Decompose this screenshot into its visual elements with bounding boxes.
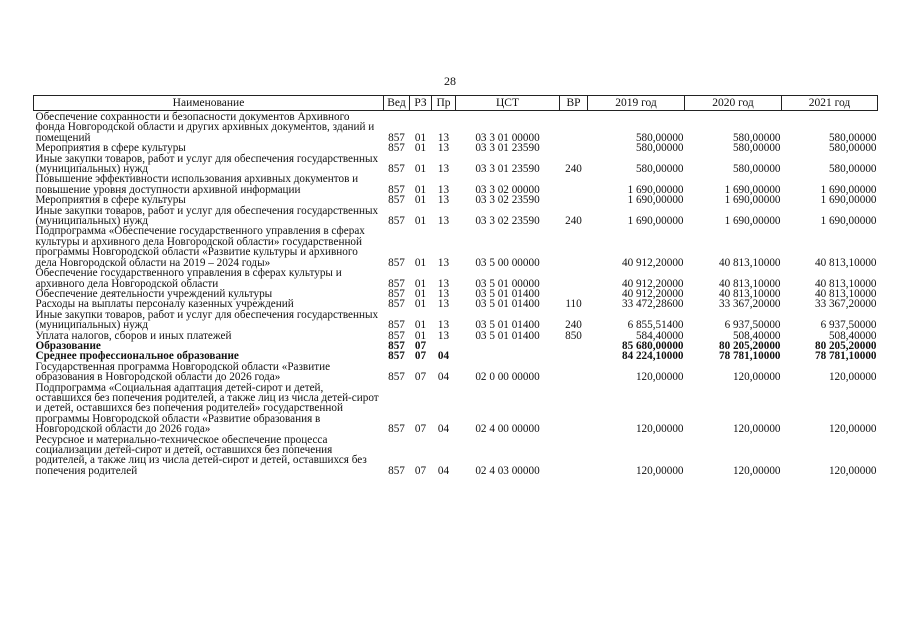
table-row [34, 383, 878, 435]
table-header-row [34, 96, 878, 111]
row-ved: 857 [388, 194, 405, 207]
row-name: Обеспечение деятельности учреждений культуры [35, 287, 273, 300]
row-ved: 857 [388, 319, 405, 332]
row-amount-2019: 40 912,20000 [621, 277, 684, 290]
row-ved: 857 [388, 329, 405, 342]
row-name: Мероприятия в сфере культуры [35, 142, 186, 155]
row-amount-2021: 80 205,20000 [814, 339, 877, 352]
row-rz: 07 [414, 339, 427, 352]
row-amount-2020: 1 690,00000 [724, 194, 781, 207]
row-rz: 01 [414, 287, 427, 300]
row-vr [560, 362, 588, 383]
row-ved: 857 [388, 131, 405, 144]
row-cst: 03 5 01 00000 [475, 277, 540, 290]
row-vr [560, 226, 588, 268]
row-vr [560, 268, 588, 289]
row-cst [456, 341, 560, 351]
row-pr: 13 [437, 277, 450, 290]
row-name: Образование [35, 339, 101, 352]
row-amount-2021: 1 690,00000 [820, 183, 877, 196]
row-rz: 07 [414, 423, 427, 436]
row-amount-2021: 40 813,10000 [814, 256, 877, 269]
row-amount-2020: 580,00000 [732, 163, 781, 176]
row-ved: 857 [388, 277, 405, 290]
column-header-rz: РЗ [410, 96, 432, 111]
row-vr [560, 195, 588, 205]
row-amount-2020: 508,40000 [732, 329, 781, 342]
row-cst: 03 3 01 00000 [475, 131, 540, 144]
budget-table [33, 95, 878, 476]
row-amount-2019: 120,00000 [635, 464, 684, 477]
row-cst: 02 4 03 00000 [475, 464, 540, 477]
row-name: Обеспечение государственного управления в сферах культуры и архивного дела Новгородской области [35, 267, 342, 290]
row-vr [560, 174, 588, 195]
row-amount-2019: 6 855,51400 [627, 319, 684, 332]
row-rz: 01 [414, 194, 427, 207]
row-vr: 240 [565, 319, 582, 332]
row-amount-2021: 120,00000 [828, 423, 877, 436]
table-row [34, 362, 878, 383]
row-ved: 857 [388, 183, 405, 196]
row-amount-2019: 1 690,00000 [627, 183, 684, 196]
row-name: Расходы на выплаты персоналу казенных учреждений [35, 298, 294, 311]
row-amount-2021: 1 690,00000 [820, 194, 877, 207]
row-vr: 110 [565, 298, 582, 311]
row-amount-2021: 580,00000 [828, 131, 877, 144]
row-rz: 07 [414, 350, 427, 363]
row-amount-2019: 584,40000 [635, 329, 684, 342]
row-amount-2019: 580,00000 [635, 142, 684, 155]
column-header-2021: 2021 год [782, 96, 878, 111]
row-amount-2020: 120,00000 [732, 371, 781, 384]
column-header-name: Наименование [34, 96, 384, 111]
row-name: Обеспечение сохранности и безопасности документов Архивного фонда Новгородской области и других архивных документов, зданий и помещений [35, 111, 375, 144]
row-vr [560, 383, 588, 435]
row-cst: 02 0 00 00000 [475, 371, 540, 384]
table-row [34, 174, 878, 195]
row-pr: 13 [437, 194, 450, 207]
row-pr: 13 [437, 298, 450, 311]
row-amount-2020: 40 813,10000 [718, 256, 781, 269]
table-row [34, 111, 878, 144]
table-row [34, 310, 878, 331]
row-ved: 857 [388, 287, 405, 300]
row-amount-2019: 33 472,28600 [621, 298, 684, 311]
column-header-ved: Вед [384, 96, 410, 111]
row-amount-2021: 1 690,00000 [820, 215, 877, 228]
row-cst [456, 351, 560, 361]
row-vr [560, 341, 588, 351]
row-amount-2021: 508,40000 [828, 329, 877, 342]
row-amount-2019: 580,00000 [635, 163, 684, 176]
table-row [34, 206, 878, 227]
row-pr: 13 [437, 256, 450, 269]
row-vr [560, 435, 588, 477]
row-cst: 03 3 02 23590 [475, 215, 540, 228]
row-pr: 13 [437, 319, 450, 332]
row-name: Подпрограмма «Социальная адаптация детей-сирот и детей, оставшихся без попечения родителей, а также лиц из числа детей-сирот и детей, оставшихся без попечения родителей» государственной программы Новгородской области «Развитие образования в Новгородской области до 2026 года» [35, 381, 379, 436]
row-rz: 01 [414, 277, 427, 290]
row-cst: 03 5 01 01400 [475, 319, 540, 332]
row-amount-2019: 580,00000 [635, 131, 684, 144]
row-ved: 857 [388, 464, 405, 477]
row-amount-2020: 40 813,10000 [718, 277, 781, 290]
row-cst: 03 3 02 00000 [475, 183, 540, 196]
row-name: Мероприятия в сфере культуры [35, 194, 186, 207]
row-cst: 03 5 01 01400 [475, 329, 540, 342]
row-pr: 13 [437, 142, 450, 155]
row-name: Иные закупки товаров, работ и услуг для обеспечения государственных (муниципальных) нужд [35, 308, 379, 332]
row-cst: 03 5 01 01400 [475, 287, 540, 300]
table-row [34, 154, 878, 175]
row-name: Повышение эффективности использования архивных документов и повышение уровня доступности архивной информации [35, 173, 359, 196]
row-vr [560, 351, 588, 361]
row-ved: 857 [388, 350, 405, 363]
row-ved: 857 [388, 423, 405, 436]
row-cst: 03 5 01 01400 [475, 298, 540, 311]
table-body [34, 111, 878, 477]
row-name: Подпрограмма «Обеспечение государственного управления в сферах культуры и архивного дела Новгородской области» государственной программы Новгородской области «Развитие культуры и архивного дела Новгородской области на 2019 – 2024 годы» [35, 225, 365, 269]
table-row [34, 226, 878, 268]
row-amount-2019: 120,00000 [635, 371, 684, 384]
row-pr: 04 [437, 464, 450, 477]
row-rz: 01 [414, 163, 427, 176]
row-name: Государственная программа Новгородской области «Развитие образования в Новгородской области до 2026 года» [35, 360, 331, 384]
row-amount-2020: 33 367,20000 [718, 298, 781, 311]
row-amount-2021: 40 813,10000 [814, 287, 877, 300]
row-vr: 850 [565, 329, 582, 342]
row-vr: 240 [565, 215, 582, 228]
row-name: Иные закупки товаров, работ и услуг для обеспечения государственных (муниципальных) нужд [35, 152, 379, 176]
row-amount-2020: 1 690,00000 [724, 183, 781, 196]
row-amount-2021: 580,00000 [828, 163, 877, 176]
row-amount-2021: 120,00000 [828, 464, 877, 477]
row-amount-2021: 120,00000 [828, 371, 877, 384]
row-amount-2021: 40 813,10000 [814, 277, 877, 290]
row-amount-2020: 1 690,00000 [724, 215, 781, 228]
row-amount-2019: 84 224,10000 [621, 350, 684, 363]
row-rz: 07 [414, 371, 427, 384]
row-amount-2020: 580,00000 [732, 142, 781, 155]
row-rz: 07 [414, 464, 427, 477]
row-amount-2020: 40 813,10000 [718, 287, 781, 300]
row-amount-2020: 80 205,20000 [718, 339, 781, 352]
row-rz: 01 [414, 319, 427, 332]
row-cst: 03 5 00 00000 [475, 256, 540, 269]
row-pr: 04 [437, 350, 450, 363]
row-vr [560, 111, 588, 144]
row-amount-2019: 85 680,00000 [621, 339, 684, 352]
row-amount-2021: 78 781,10000 [814, 350, 877, 363]
page-number: 28 [444, 74, 456, 88]
table-row [34, 435, 878, 477]
row-name: Ресурсное и материально-техническое обеспечение процесса социализации детей-сирот и детей, оставшихся без попечения родителей, а также лиц из числа детей-сирот и детей, оставшихся без попечения родителей [35, 433, 367, 477]
row-amount-2020: 6 937,50000 [724, 319, 781, 332]
table-row [34, 268, 878, 289]
row-pr: 13 [437, 183, 450, 196]
row-ved: 857 [388, 142, 405, 155]
row-name: Иные закупки товаров, работ и услуг для обеспечения государственных (муниципальных) нужд [35, 204, 379, 228]
column-header-pr: Пр [432, 96, 456, 111]
row-rz: 01 [414, 215, 427, 228]
row-amount-2019: 40 912,20000 [621, 256, 684, 269]
row-vr: 240 [565, 163, 582, 176]
row-rz: 01 [414, 329, 427, 342]
row-ved: 857 [388, 256, 405, 269]
row-amount-2019: 1 690,00000 [627, 194, 684, 207]
row-amount-2021: 6 937,50000 [820, 319, 877, 332]
row-amount-2020: 120,00000 [732, 423, 781, 436]
row-pr: 13 [437, 287, 450, 300]
row-pr: 04 [437, 423, 450, 436]
row-pr: 04 [437, 371, 450, 384]
column-header-2020: 2020 год [685, 96, 782, 111]
row-ved: 857 [388, 163, 405, 176]
row-amount-2020: 78 781,10000 [718, 350, 781, 363]
row-pr: 13 [437, 329, 450, 342]
row-amount-2019: 120,00000 [635, 423, 684, 436]
row-name: Уплата налогов, сборов и иных платежей [35, 329, 232, 342]
row-amount-2019: 40 912,20000 [621, 287, 684, 300]
row-amount-2021: 33 367,20000 [814, 298, 877, 311]
row-ved: 857 [388, 371, 405, 384]
column-header-vr: ВР [560, 96, 588, 111]
row-rz: 01 [414, 298, 427, 311]
row-pr: 13 [437, 131, 450, 144]
row-rz: 01 [414, 256, 427, 269]
row-name: Среднее профессиональное образование [35, 350, 239, 363]
row-ved: 857 [388, 298, 405, 311]
row-amount-2020: 580,00000 [732, 131, 781, 144]
row-amount-2020: 120,00000 [732, 464, 781, 477]
row-ved: 857 [388, 339, 405, 352]
row-rz: 01 [414, 131, 427, 144]
row-vr [560, 143, 588, 153]
column-header-cst: ЦСТ [456, 96, 560, 111]
row-rz: 01 [414, 142, 427, 155]
row-ved: 857 [388, 215, 405, 228]
row-cst: 03 3 02 23590 [475, 194, 540, 207]
row-pr: 13 [437, 215, 450, 228]
row-rz: 01 [414, 183, 427, 196]
row-amount-2021: 580,00000 [828, 142, 877, 155]
row-amount-2019: 1 690,00000 [627, 215, 684, 228]
column-header-2019: 2019 год [588, 96, 685, 111]
row-cst: 03 3 01 23590 [475, 163, 540, 176]
row-cst: 03 3 01 23590 [475, 142, 540, 155]
row-pr: 13 [437, 163, 450, 176]
row-cst: 02 4 00 00000 [475, 423, 540, 436]
